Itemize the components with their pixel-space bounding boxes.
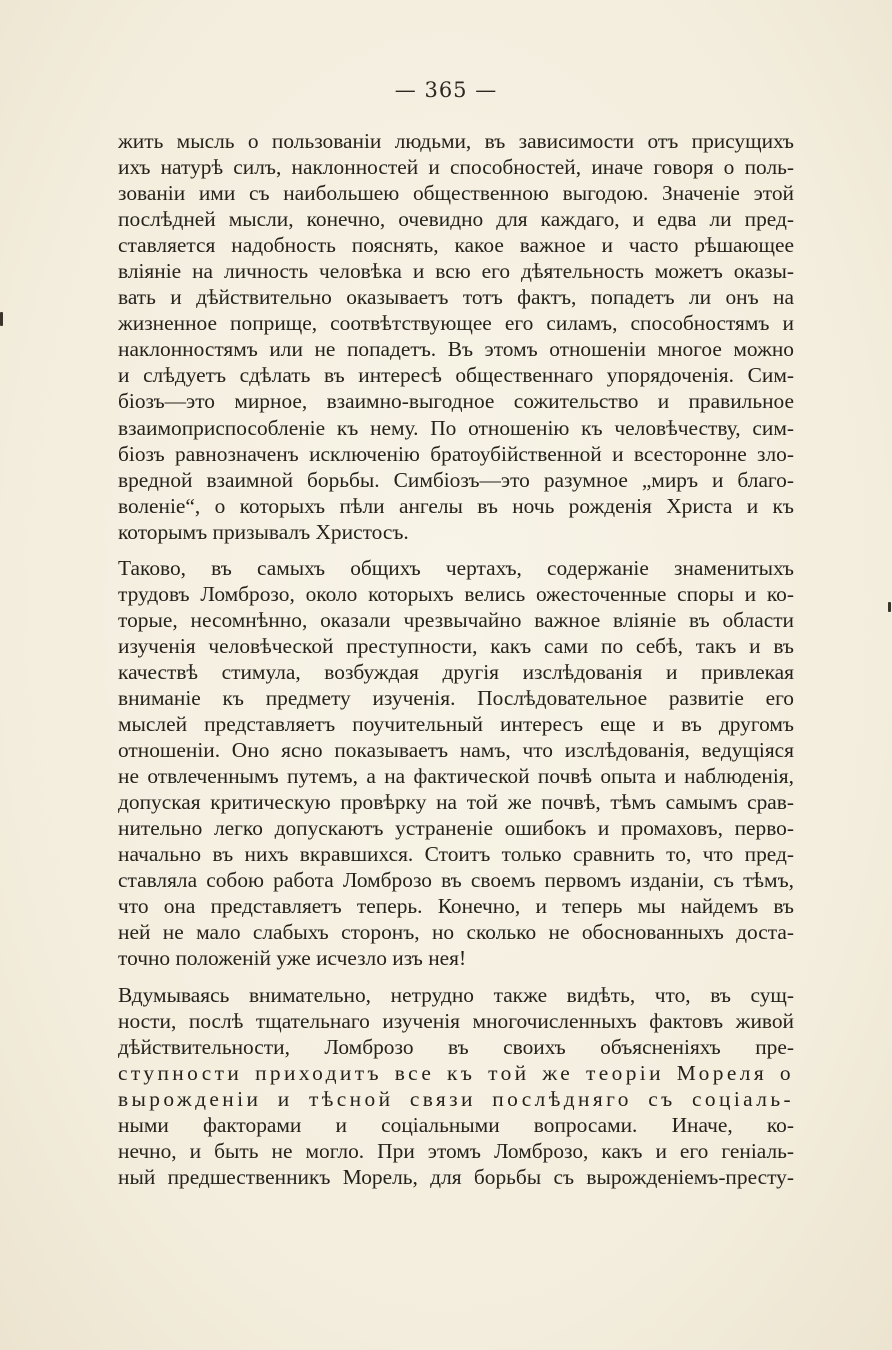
paragraph-gap — [118, 972, 794, 982]
text-line: жить мысль о пользованіи людьми, въ зависимости отъ присущихъ — [118, 129, 794, 153]
text-line: ставляется надобность пояснять, какое важное и часто рѣшающее — [118, 233, 794, 258]
text-line: ней не мало слабыхъ сторонъ, но сколько не обоснованныхъ доста- — [118, 920, 794, 945]
paragraph — [118, 982, 794, 1190]
text-line: ихъ натурѣ силъ, наклонностей и способностей, иначе говоря о поль- — [118, 155, 794, 180]
text-line: біозъ—это мирное, взаимно-выгодное сожительство и правильное — [118, 389, 794, 414]
text-line: ставляла собою работа Ломброзо въ своемъ первомъ изданіи, съ тѣмъ, — [118, 868, 794, 893]
text-line: ный предшественникъ Морель, для борьбы съ вырожденіемъ-престу- — [118, 1164, 794, 1189]
text-line: изученія человѣческой преступности, какъ сами по себѣ, такъ и въ — [118, 633, 794, 658]
paragraph — [118, 128, 794, 545]
text-line: вліяніе на личность человѣка и всю его дѣятельность можетъ оказы- — [118, 259, 794, 284]
body-text — [118, 128, 794, 1190]
text-line: торые, несомнѣнно, оказали чрезвычайно важное вліяніе въ области — [118, 607, 794, 632]
text-line: и слѣдуетъ сдѣлать въ интересѣ общественнаго упорядоченія. Сим- — [118, 363, 794, 388]
text-line: нечно, и быть не могло. При этомъ Ломброзо, какъ и его геніаль- — [118, 1138, 794, 1163]
text-line: ступности приходитъ все къ той же теоріи Мореля о — [118, 1060, 794, 1085]
text-line: нительно легко допускаютъ устраненіе ошибокъ и промаховъ, перво- — [118, 816, 794, 841]
paragraph — [118, 555, 794, 972]
text-line: отношеніи. Оно ясно показываетъ намъ, что изслѣдованія, ведущіяся — [118, 738, 794, 763]
paragraph-gap — [118, 545, 794, 555]
text-line: которымъ призывалъ Христосъ. — [118, 519, 409, 544]
text-line: зованіи ими съ наибольшею общественною выгодою. Значеніе этой — [118, 181, 794, 206]
text-line: допуская критическую провѣрку на той же почвѣ, тѣмъ самымъ срав- — [118, 790, 794, 815]
text-line: дѣйствительности, Ломброзо въ своихъ объясненіяхъ пре- — [118, 1034, 794, 1059]
text-line: ными факторами и соціальными вопросами. Иначе, ко- — [118, 1112, 794, 1137]
text-line: біозъ равнозначенъ исключенію братоубійственной и всесторонне зло- — [118, 441, 794, 466]
text-line: Таково, въ самыхъ общихъ чертахъ, содержаніе знаменитыхъ — [118, 555, 794, 580]
page-edge-mark — [888, 602, 891, 612]
text-line: мыслей представляетъ поучительный интересъ еще и въ другомъ — [118, 712, 794, 737]
page-edge-mark — [0, 312, 3, 326]
text-line: вниманіе къ предмету изученія. Послѣдовательное развитіе его — [118, 685, 794, 710]
text-line: вать и дѣйствительно оказываетъ тотъ фактъ, попадетъ ли онъ на — [118, 285, 794, 310]
text-line: жизненное поприще, соотвѣтствующее его силамъ, способностямъ и — [118, 311, 794, 336]
text-line: воленіе“, о которыхъ пѣли ангелы въ ночь рожденія Христа и къ — [118, 493, 794, 518]
text-line: вредной взаимной борьбы. Симбіозъ—это разумное „миръ и благо- — [118, 467, 794, 492]
text-line: ности, послѣ тщательнаго изученія многочисленныхъ фактовъ живой — [118, 1008, 794, 1033]
text-line: послѣдней мысли, конечно, очевидно для каждаго, и едва ли пред- — [118, 207, 794, 232]
page-number: — 365 — — [394, 78, 498, 102]
text-line: наклонностямъ или не попадетъ. Въ этомъ отношеніи многое можно — [118, 337, 794, 362]
text-line: что она представляетъ теперь. Конечно, и теперь мы найдемъ въ — [118, 894, 794, 919]
text-line: взаимоприспособленіе къ нему. По отношенію къ человѣчеству, сим- — [118, 415, 794, 440]
text-line: не отвлеченнымъ путемъ, а на фактической почвѣ опыта и наблюденія, — [118, 764, 794, 789]
text-line: Вдумываясь внимательно, нетрудно также видѣть, что, въ сущ- — [118, 982, 794, 1007]
text-line: вырожденіи и тѣсной связи послѣдняго съ соціаль- — [118, 1086, 794, 1111]
text-line: начально въ нихъ вкравшихся. Стоитъ только сравнить то, что пред- — [118, 842, 794, 867]
text-line: точно положеній уже исчезло изъ нея! — [118, 946, 467, 971]
text-line: трудовъ Ломброзо, около которыхъ велись ожесточенные споры и ко- — [118, 581, 794, 606]
text-line: качествѣ стимула, возбуждая другія изслѣдованія и привлекая — [118, 659, 794, 684]
